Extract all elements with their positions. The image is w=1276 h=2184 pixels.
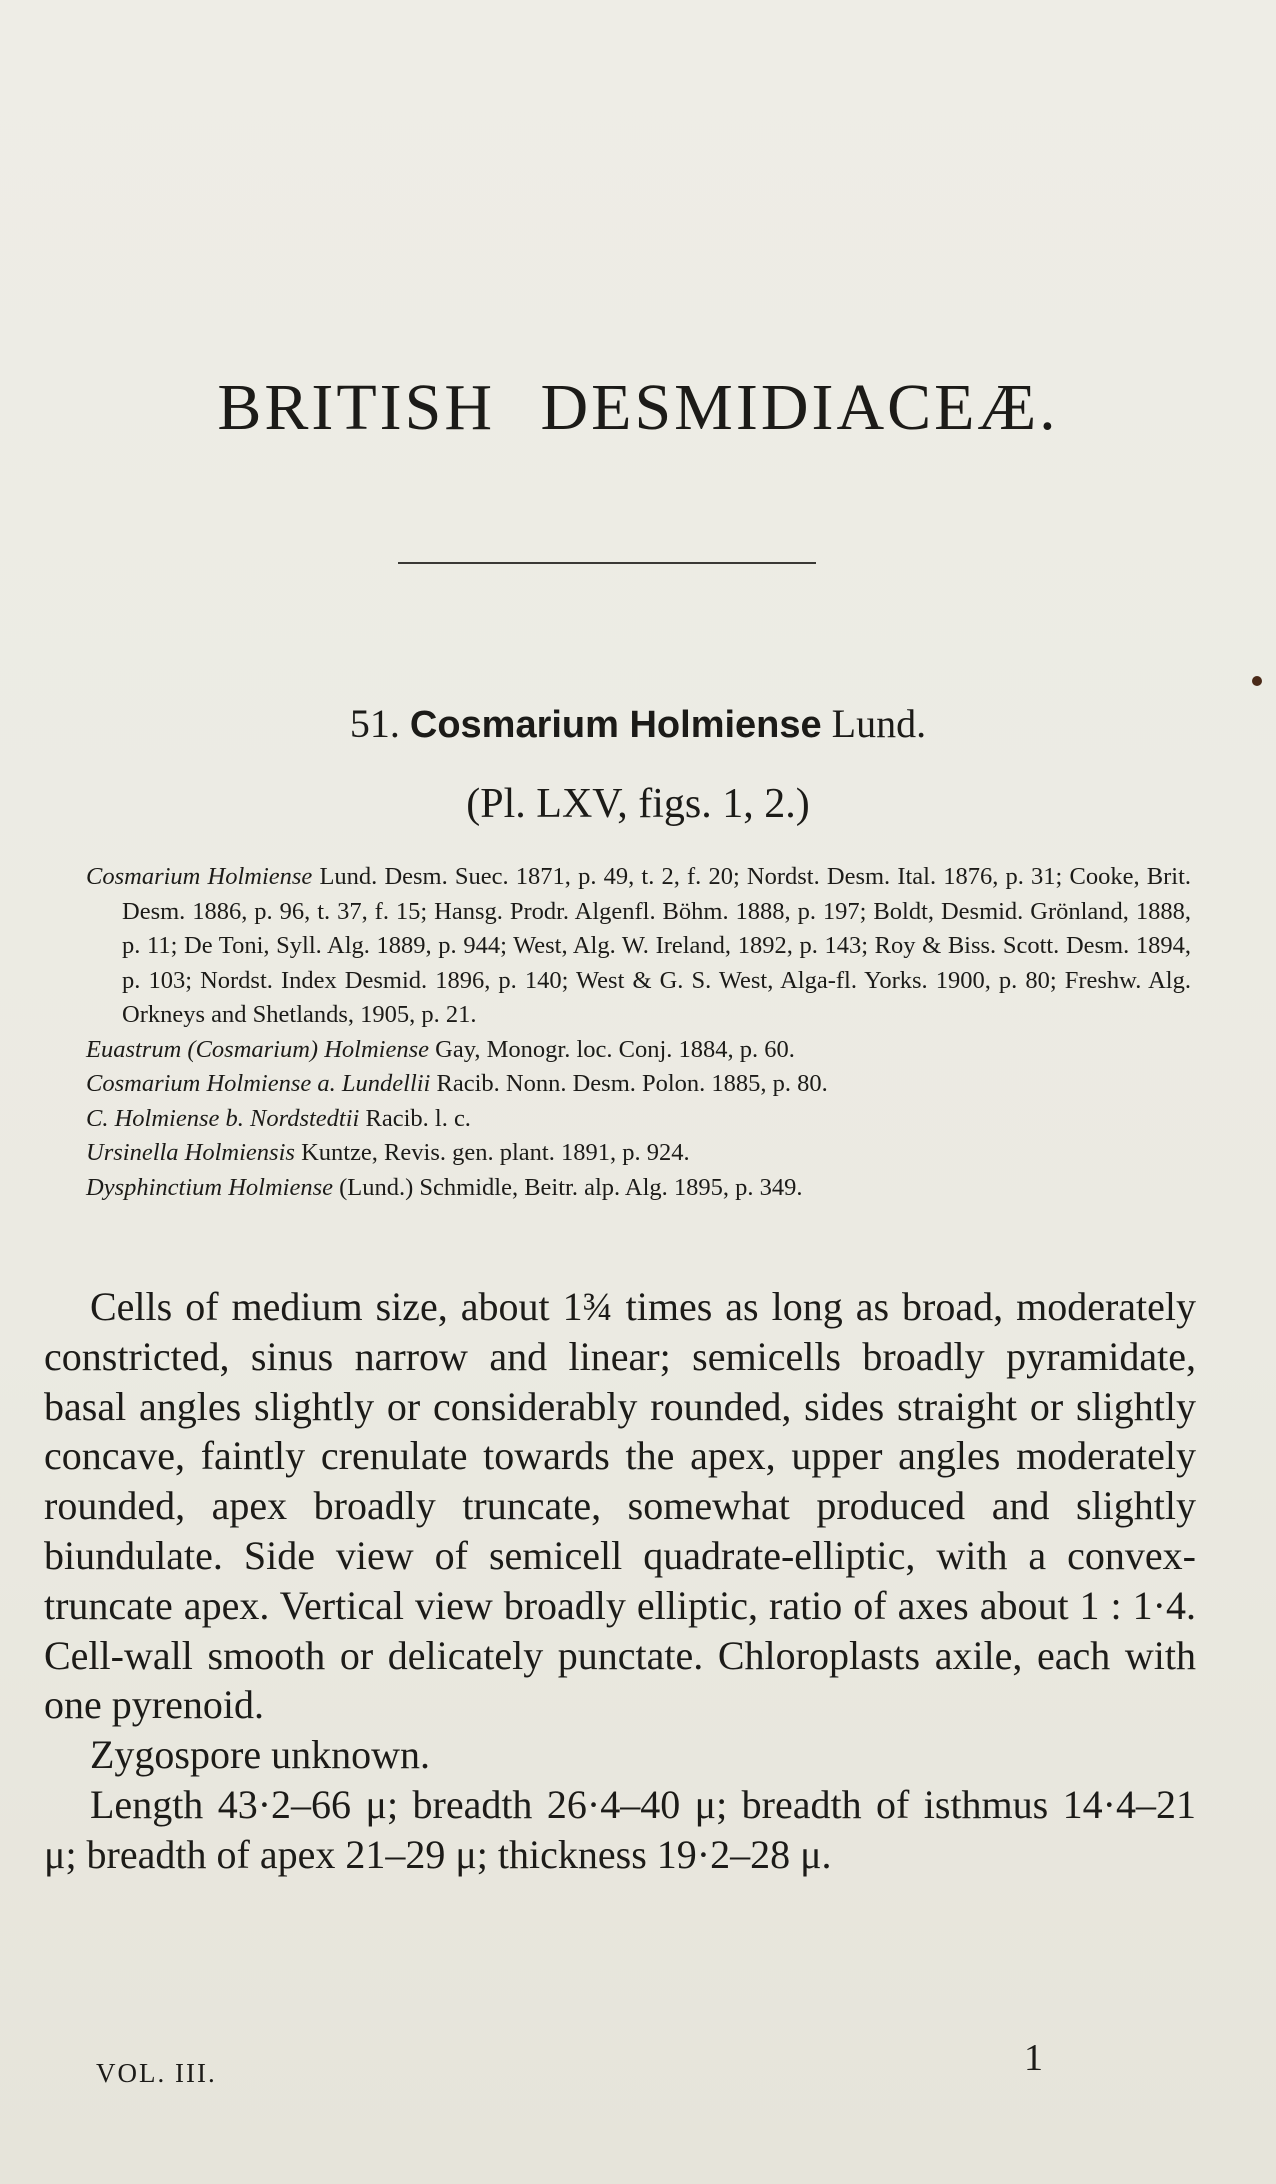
species-heading [0, 700, 1276, 747]
reference-citation: Kuntze, Revis. gen. plant. 1891, p. 924. [301, 1139, 690, 1166]
volume-label: VOL. III. [96, 2058, 217, 2088]
species-number: 51. [349, 701, 400, 746]
species-description [44, 1282, 1196, 1880]
reference-citation: Racib. l. c. [365, 1104, 471, 1132]
reference-citation: Racib. Nonn. Desm. Polon. 1885, p. 80. [436, 1070, 828, 1097]
species-name: Cosmarium Holmiense [409, 704, 822, 746]
zygospore-note: Zygospore unknown. [90, 1732, 430, 1778]
reference-taxon: Cosmarium Holmiense [86, 863, 313, 890]
reference-taxon: C. Holmiense b. Nordstedtii [86, 1104, 360, 1132]
reference-citation: Gay, Monogr. loc. Conj. 1884, p. 60. [435, 1035, 795, 1063]
reference-citation: (Lund.) Schmidle, Beitr. alp. Alg. 1895, p. 349. [339, 1173, 803, 1201]
reference-entry [86, 1136, 1191, 1171]
reference-citation: Lund. Desm. Suec. 1871, p. 49, t. 2, f. 20; Nordst. Desm. Ital. 1876, p. 31; Cooke, Brit. Desm. 1886, p. 96, t. 37, f. 15; Hansg. Prodr. Algenfl. Böhm. 1888, p. 197; Boldt, Desmid. Grönland, 1888, p. 11; De Toni, Syll. Alg. 1889, p. 944; West, Alg. W. Ireland, 1892, p. 143; Roy & Biss. Scott. Desm. 1894, p. 103; Nordst. Index Desmid. 1896, p. 140; West & G. S. West, Alga-fl. Yorks. 1900, p. 80; Freshw. Alg. Orkneys and Shetlands, 1905, p. 21. [122, 863, 1192, 1028]
reference-entry [86, 1171, 1191, 1206]
reference-taxon: Dysphinctium Holmiense [86, 1173, 333, 1201]
page-number: 1 [1024, 2037, 1043, 2079]
measurements: Length 43·2–66 μ; breadth 26·4–40 μ; breadth of isthmus 14·4–21 μ; breadth of apex 21–29 μ; thickness 19·2–28 μ. [44, 1781, 1196, 1877]
reference-entry [86, 1033, 1191, 1068]
plate-reference: (Pl. LXV, figs. 1, 2.) [466, 781, 810, 827]
description-paragraph: Cells of medium size, about 1¾ times as long as broad, moderately constricted, sinus narrow and linear; semicells broadly pyramidate, basal angles slightly or considerably rounded, sides straight or slightly concave, faintly crenulate towards the apex, upper angles moderately rounded, apex broadly truncate, somewhat produced and slightly biundulate. Side view of semicell quadrate-elliptic, with a convex-truncate apex. Vertical view broadly elliptic, ratio of axes about 1 : 1·4. Cell-wall smooth or delicately punctate. Chloroplasts axile, each with one pyrenoid. [44, 1284, 1196, 1728]
species-author: Lund. [831, 701, 927, 746]
title-rule [398, 562, 816, 564]
reference-entry [86, 1067, 1191, 1102]
page-speck [1252, 676, 1262, 686]
reference-taxon: Euastrum (Cosmarium) Holmiense [86, 1035, 429, 1063]
reference-entry [86, 1102, 1191, 1137]
reference-taxon: Cosmarium Holmiense a. Lundellii [86, 1070, 431, 1097]
reference-entry [86, 860, 1191, 1033]
references-list [86, 860, 1191, 1205]
page-title: BRITISH DESMIDIACEÆ. [217, 371, 1059, 444]
reference-taxon: Ursinella Holmiensis [86, 1139, 295, 1166]
